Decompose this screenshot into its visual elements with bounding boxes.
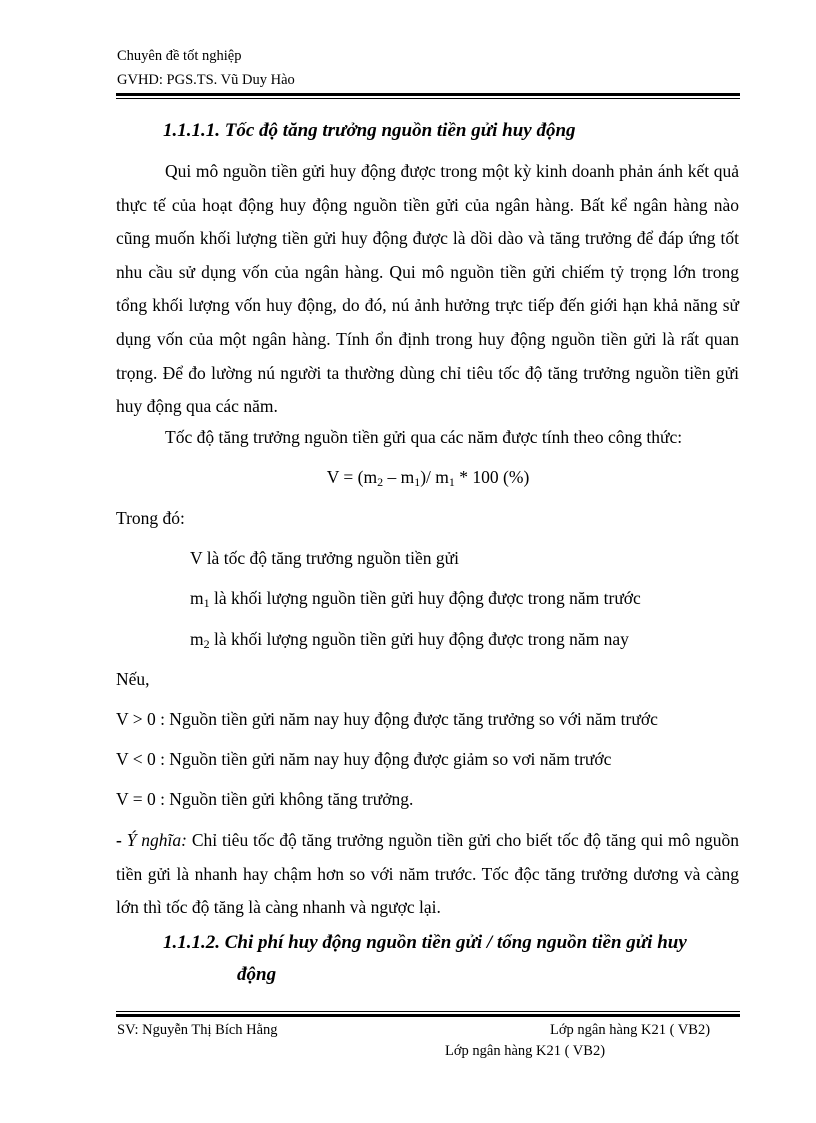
footer-student-name: SV: Nguyễn Thị Bích Hằng <box>117 1022 278 1038</box>
case-zero: V = 0 : Nguồn tiền gửi không tăng trưởng. <box>116 789 414 809</box>
footer-rule-thin <box>116 1011 740 1012</box>
definition-m2: $m_2$ là khối lượng nguồn tiền gửi huy động được trong năm nay <box>190 629 629 651</box>
case-positive: V > 0 : Nguồn tiền gửi năm nay huy động được tăng trưởng so với năm trước <box>116 709 658 729</box>
case-negative: V < 0 : Nguồn tiền gửi năm nay huy động được giảm so vơi năm trước <box>116 749 612 769</box>
section-heading-growth-rate: 1.1.1.1. Tốc độ tăng trưởng nguồn tiền gửi huy động <box>163 120 576 141</box>
meaning-paragraph: - Ý nghĩa: Chỉ tiêu tốc độ tăng trưởng nguồn tiền gửi cho biết tốc độ tăng qui mô nguồn tiền gửi là nhanh hay chậm hơn so với năm trước. Tốc độc tăng trưởng dương và càng lớn thì tốc độ tăng là càng nhanh và ngược lại. <box>116 830 739 918</box>
section-heading-cost-ratio: 1.1.1.2. Chi phí huy động nguồn tiền gửi / tổng nguồn tiền gửi huy <box>163 932 687 953</box>
footer-class-right: Lớp ngân hàng K21 ( VB2) <box>550 1022 711 1038</box>
if-label: Nếu, <box>116 669 150 689</box>
header-title: Chuyên đề tốt nghiệp <box>117 48 242 64</box>
formula-intro: Tốc độ tăng trưởng nguồn tiền gửi qua các năm được tính theo công thức: <box>165 427 683 447</box>
footer-rule-thick <box>116 1014 740 1017</box>
where-label: Trong đó: <box>116 508 185 528</box>
header-rule-thick <box>116 93 740 96</box>
section-heading-cost-ratio-cont: động <box>237 964 277 985</box>
header-rule-thin <box>116 98 740 99</box>
definition-m1: $m_1$ là khối lượng nguồn tiền gửi huy động được trong năm trước <box>190 588 641 610</box>
growth-formula: $V = (m_2 - m_1)/$ $m_1 * 100$ (%) <box>326 467 530 489</box>
footer-class-below: Lớp ngân hàng K21 ( VB2) <box>445 1043 606 1059</box>
header-supervisor: GVHD: PGS.TS. Vũ Duy Hào <box>117 72 295 88</box>
definition-v: V là tốc độ tăng trưởng nguồn tiền gửi <box>190 548 459 568</box>
body-paragraph: Qui mô nguồn tiền gửi huy động được trong một kỳ kinh doanh phản ánh kết quả thực tế của hoạt động huy động nguồn tiền gửi của ngân hàng. Bất kể ngân hàng nào cũng muốn khối lượng tiền gửi huy động được là dồi dào và tăng trưởng để đáp ứng tốt nhu cầu sử dụng vốn của ngân hàng. Qui mô nguồn tiền gửi chiếm tỷ trọng lớn trong tổng khối lượng vốn huy động, do đó, nú ảnh hưởng trực tiếp đến giới hạn khả năng sử dụng vốn của một ngân hàng. Tính ổn định trong huy động nguồn tiền gửi là rất quan trọng. Để đo lường nú người ta thường dùng chỉ tiêu tốc độ tăng trưởng nguồn tiền gửi huy động qua các năm. <box>116 161 739 417</box>
